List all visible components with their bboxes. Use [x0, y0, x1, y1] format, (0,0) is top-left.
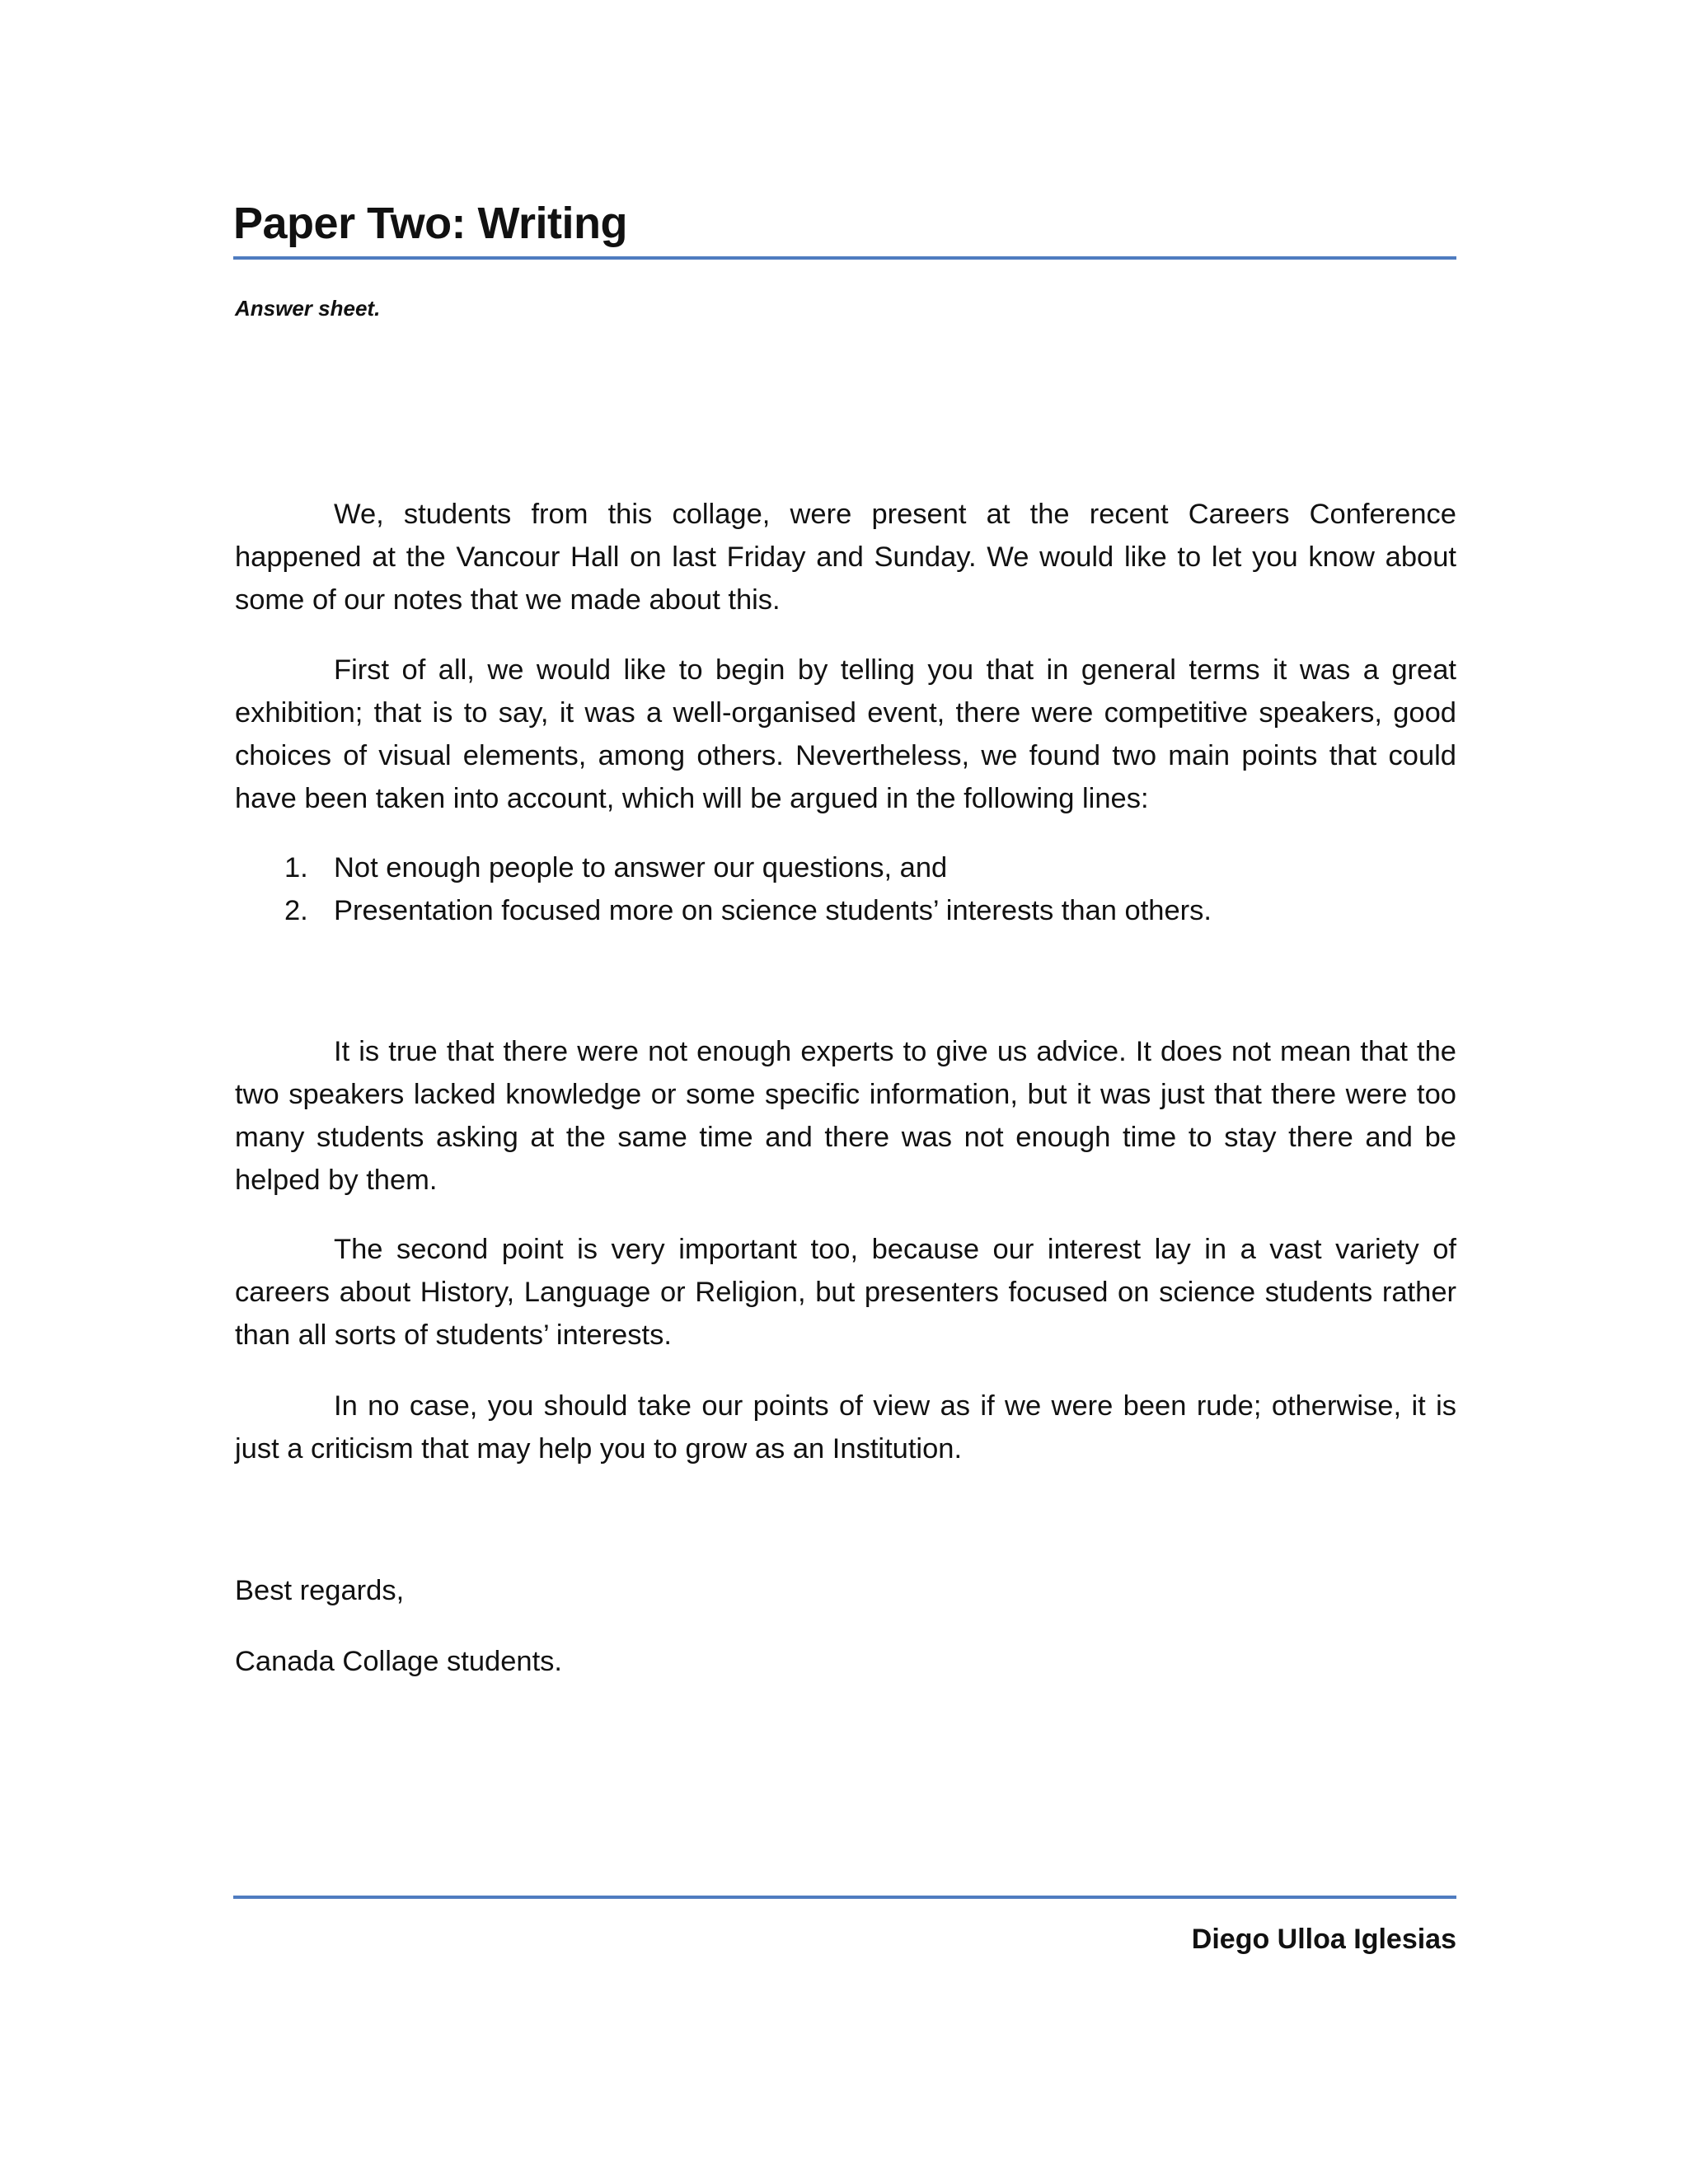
paragraph-point-one: It is true that there were not enough experts to give us advice. It does not mean that the two speakers lacked knowledge or some specific information, but it was just that there were too many students asking at the same time and there was not enough time to stay there and be helped by them.	[235, 1036, 1456, 1196]
paragraph-intro: We, students from this collage, were present at the recent Careers Conference happened at the Vancour Hall on last Friday and Sunday. We would like to let you know about some of our notes that we made about this.	[235, 499, 1456, 616]
list-item	[235, 889, 1456, 932]
signoff-line: Canada Collage students.	[235, 1646, 563, 1677]
list-item-text: Presentation focused more on science students’ interests than others.	[334, 895, 1212, 926]
list-item	[235, 846, 1456, 889]
footer-divider	[233, 1896, 1456, 1899]
page-title: Paper Two: Writing	[233, 199, 628, 248]
paragraph-point-two: The second point is very important too, because our interest lay in a vast variety of careers about History, Language or Religion, but presenters focused on science students rather than all sorts of students’ interests.	[235, 1234, 1456, 1351]
closing-line: Best regards,	[235, 1575, 405, 1606]
list-item-number: 1.	[284, 852, 308, 883]
author-name: Diego Ulloa Iglesias	[1191, 1924, 1456, 1955]
paragraph-overview: First of all, we would like to begin by telling you that in general terms it was a great exhibition; that is to say, it was a well-organised event, there were competitive speakers, good choices of visual elements, among others. Nevertheless, we found two main points that could have been taken into account, which will be argued in the following lines:	[235, 654, 1456, 814]
list-item-number: 2.	[284, 895, 308, 926]
points-list	[235, 846, 1456, 932]
title-divider	[233, 256, 1456, 260]
page-subtitle: Answer sheet.	[235, 296, 381, 321]
paragraph-conclusion: In no case, you should take our points of view as if we were been rude; otherwise, it is just a criticism that may help you to grow as an Institution.	[235, 1390, 1456, 1465]
list-item-text: Not enough people to answer our questions, and	[334, 852, 948, 883]
